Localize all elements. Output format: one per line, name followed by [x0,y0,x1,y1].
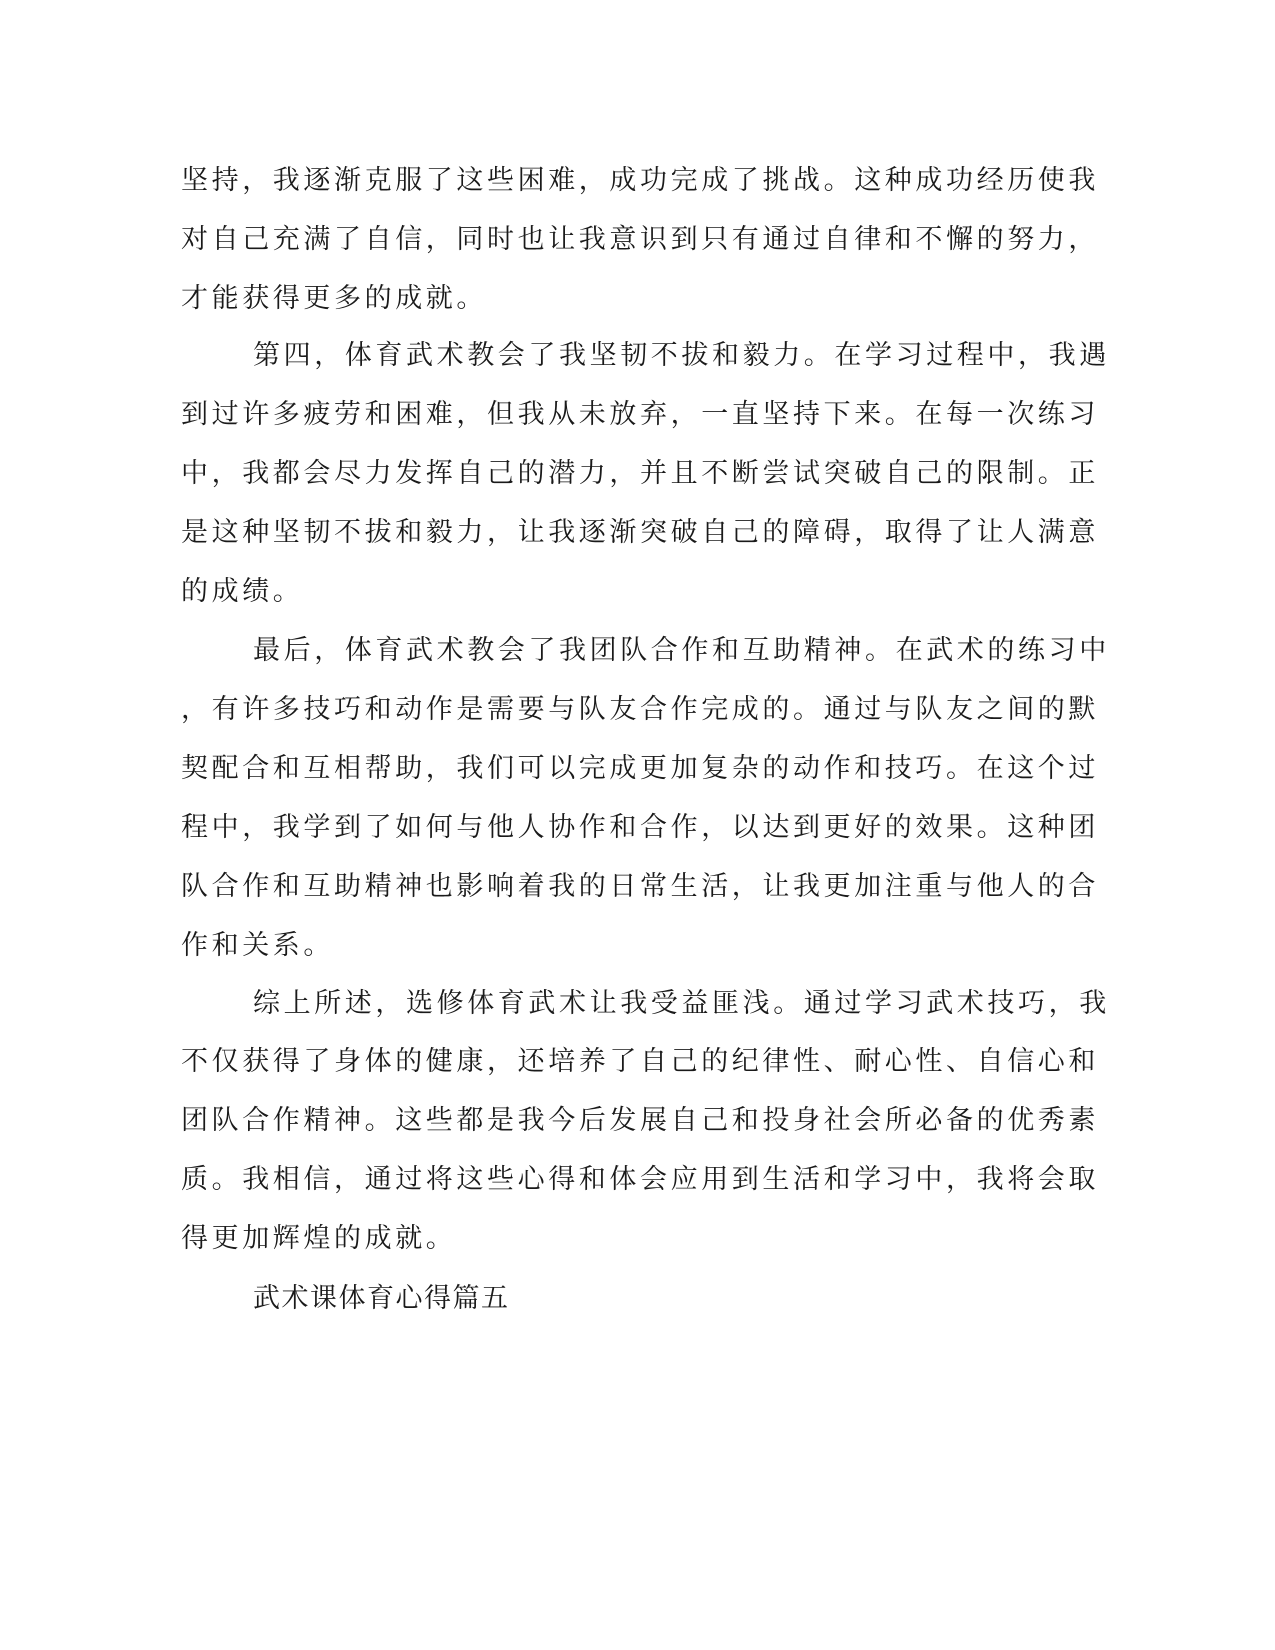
paragraph-line: 到过许多疲劳和困难，但我从未放弃，一直坚持下来。在每一次练习 [181,399,1099,430]
paragraph-line: 得更加辉煌的成就。 [181,1223,457,1254]
paragraph-line: 最后，体育武术教会了我团队合作和互助精神。在武术的练习中 [253,635,1110,666]
paragraph-line: 的成绩。 [181,576,304,607]
paragraph-line: 团队合作精神。这些都是我今后发展自己和投身社会所必备的优秀素 [181,1105,1099,1136]
paragraph-line: 是这种坚韧不拔和毅力，让我逐渐突破自己的障碍，取得了让人满意 [181,517,1099,548]
paragraph-line: 作和关系。 [181,930,334,961]
paragraph-line: 第四，体育武术教会了我坚韧不拔和毅力。在学习过程中，我遇 [253,340,1110,371]
paragraph-line: 坚持，我逐渐克服了这些困难，成功完成了挑战。这种成功经历使我 [181,165,1099,196]
paragraph-line: 对自己充满了自信，同时也让我意识到只有通过自律和不懈的努力， [181,224,1099,255]
paragraph-line: 契配合和互相帮助，我们可以完成更加复杂的动作和技巧。在这个过 [181,753,1099,784]
paragraph-line: 才能获得更多的成就。 [181,283,487,314]
paragraph-line: 队合作和互助精神也影响着我的日常生活，让我更加注重与他人的合 [181,871,1099,902]
section-heading: 武术课体育心得篇五 [253,1283,510,1314]
paragraph-line: 中，我都会尽力发挥自己的潜力，并且不断尝试突破自己的限制。正 [181,458,1099,489]
paragraph-line: 综上所述，选修体育武术让我受益匪浅。通过学习武术技巧，我 [253,988,1110,1019]
paragraph-line: ，有许多技巧和动作是需要与队友合作完成的。通过与队友之间的默 [181,694,1099,725]
paragraph-line: 程中，我学到了如何与他人协作和合作，以达到更好的效果。这种团 [181,812,1099,843]
paragraph-line: 不仅获得了身体的健康，还培养了自己的纪律性、耐心性、自信心和 [181,1046,1099,1077]
paragraph-line: 质。我相信，通过将这些心得和体会应用到生活和学习中，我将会取 [181,1164,1099,1195]
